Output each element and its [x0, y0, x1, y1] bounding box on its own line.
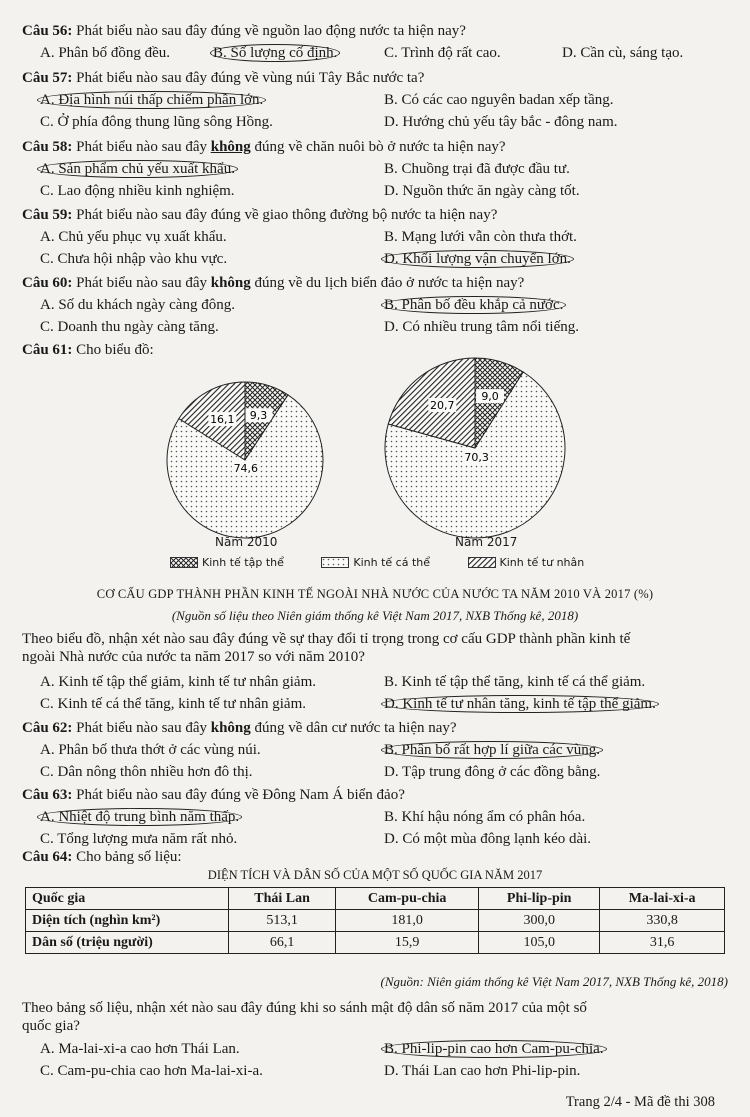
- legend-label: Kinh tế tập thể: [202, 555, 284, 569]
- option-d: [384, 695, 659, 713]
- table-header: Phi-lip-pin: [479, 888, 600, 910]
- option-d: D. Hướng chủ yếu tây bắc - đông nam.: [384, 114, 618, 130]
- table-row: [26, 910, 725, 932]
- stem-line: Theo biểu đồ, nhận xét nào sau đây đúng về sự thay đổi tỉ trọng trong cơ cấu GDP thành phần kinh tế: [22, 631, 631, 647]
- question-text: Phát biểu nào sau đây đúng về Đông Nam Á biển đảo?: [72, 787, 405, 803]
- table-cell: 15,9: [336, 932, 479, 954]
- stem-line: quốc gia?: [22, 1018, 80, 1034]
- table-source: (Nguồn: Niên giám thống kê Việt Nam 2017, NXB Thống kê, 2018): [380, 974, 728, 989]
- table-cell: 31,6: [600, 932, 725, 954]
- question-text: Phát biểu nào sau đây đúng về nguồn lao động nước ta hiện nay?: [72, 23, 466, 39]
- question-number: Câu 56:: [22, 23, 73, 39]
- option-a: A. Kinh tế tập thể giảm, kinh tế tư nhân giảm.: [40, 674, 316, 690]
- option-b: [384, 1040, 607, 1058]
- option-d: D. Thái Lan cao hơn Phi-lip-pin.: [384, 1063, 581, 1079]
- answer-circle: B. Số lượng cố định.: [210, 44, 340, 62]
- table-cell: 181,0: [336, 910, 479, 932]
- option-c: C. Doanh thu ngày càng tăng.: [40, 319, 219, 335]
- option-d: D. Tập trung đông ở các đồng bằng.: [384, 764, 601, 780]
- table-cell: 105,0: [479, 932, 600, 954]
- option-c: C. Chưa hội nhập vào khu vực.: [40, 251, 228, 267]
- question-number: Câu 64:: [22, 849, 73, 865]
- option-b: [213, 44, 340, 62]
- question-text: Phát biểu nào sau đây: [72, 275, 211, 291]
- question-64-stem: [22, 999, 722, 1035]
- chart-title: CƠ CẤU GDP THÀNH PHẦN KINH TẾ NGOÀI NHÀ NƯỚC CỦA NƯỚC TA NĂM 2010 VÀ 2017 (%): [96, 587, 654, 601]
- question-number: Câu 59:: [22, 207, 73, 223]
- question-57: [22, 69, 722, 87]
- answer-circle: A. Địa hình núi thấp chiếm phần lớn.: [37, 91, 266, 109]
- option-a: [40, 808, 242, 826]
- question-number: Câu 62:: [22, 720, 73, 736]
- question-63: [22, 786, 722, 804]
- question-number: Câu 58:: [22, 139, 73, 155]
- answer-circle: B. Phân bố đều khắp cả nước.: [381, 296, 566, 314]
- option-a: A. Số du khách ngày càng đông.: [40, 297, 235, 313]
- option-d: D. Nguồn thức ăn ngày càng tốt.: [384, 183, 580, 199]
- option-c: C. Tổng lượng mưa năm rất nhỏ.: [40, 831, 238, 847]
- question-61-stem: [22, 630, 722, 666]
- question-text: đúng về chăn nuôi bò ở nước ta hiện nay?: [250, 139, 506, 155]
- question-64: [22, 848, 722, 866]
- question-text: Phát biểu nào sau đây đúng về giao thông đường bộ nước ta hiện nay?: [72, 207, 498, 223]
- option-a: [40, 91, 266, 109]
- question-text: Cho biểu đồ:: [72, 342, 154, 358]
- option-c: C. Cam-pu-chia cao hơn Ma-lai-xi-a.: [40, 1063, 263, 1079]
- option-a: [40, 160, 238, 178]
- question-56: [22, 22, 722, 40]
- option-d: D. Cần cù, sáng tạo.: [562, 45, 684, 61]
- question-text: đúng về du lịch biển đảo ở nước ta hiện nay?: [250, 275, 525, 291]
- pie-charts: [150, 355, 610, 565]
- chart-source: (Nguồn số liệu theo Niên giám thống kê Việt Nam 2017, NXB Thống kê, 2018): [171, 608, 579, 623]
- row-label-text: Dân số (triệu người): [32, 934, 153, 950]
- option-b: [384, 296, 566, 314]
- pie-year-label: Năm 2017: [455, 535, 518, 549]
- question-text: Phát biểu nào sau đây: [72, 139, 211, 155]
- option-b: B. Kinh tế tập thể tăng, kinh tế cá thể giảm.: [384, 674, 646, 690]
- table-cell: 330,8: [600, 910, 725, 932]
- option-b: B. Mạng lưới vẫn còn thưa thớt.: [384, 229, 577, 245]
- question-text: Phát biểu nào sau đây đúng về vùng núi Tây Bắc nước ta?: [72, 70, 425, 86]
- pie-year-label: Năm 2010: [215, 535, 278, 549]
- answer-circle: A. Sản phẩm chủ yếu xuất khẩu.: [37, 160, 238, 178]
- legend-swatch-collective: [170, 557, 198, 568]
- emphasis-word: không: [210, 275, 251, 291]
- question-number: Câu 61:: [22, 342, 73, 358]
- option-b: B. Khí hậu nóng ẩm có phân hóa.: [384, 809, 586, 825]
- question-text: Phát biểu nào sau đây: [72, 720, 211, 736]
- question-62: [22, 719, 722, 737]
- answer-circle: D. Khối lượng vận chuyển lớn.: [381, 250, 574, 268]
- pie-data-label: 16,1: [210, 413, 235, 427]
- option-c: C. Ở phía đông thung lũng sông Hồng.: [40, 114, 273, 130]
- option-b: B. Có các cao nguyên badan xếp tầng.: [384, 92, 614, 108]
- option-a: A. Chủ yếu phục vụ xuất khẩu.: [40, 229, 227, 245]
- question-60: [22, 274, 722, 292]
- table-cell: 66,1: [229, 932, 336, 954]
- question-58: [22, 138, 722, 156]
- table-cell: 513,1: [229, 910, 336, 932]
- answer-circle: B. Phi-lip-pin cao hơn Cam-pu-chia.: [381, 1040, 607, 1058]
- data-table: [25, 887, 725, 954]
- row-label: [26, 910, 229, 932]
- legend-label: Kinh tế tư nhân: [499, 555, 585, 569]
- option-d: [384, 250, 574, 268]
- legend-label: Kinh tế cá thể: [353, 555, 430, 569]
- question-text: đúng về dân cư nước ta hiện nay?: [250, 720, 457, 736]
- answer-circle: B. Phân bố rất hợp lí giữa các vùng.: [381, 741, 603, 759]
- table-header: Ma-lai-xi-a: [600, 888, 725, 910]
- option-a: A. Ma-lai-xi-a cao hơn Thái Lan.: [40, 1041, 240, 1057]
- option-b: [384, 741, 603, 759]
- stem-line: ngoài Nhà nước của nước ta năm 2017 so với năm 2010?: [22, 649, 365, 665]
- option-c: C. Dân nông thôn nhiều hơn đô thị.: [40, 764, 253, 780]
- legend-swatch-private: [468, 557, 496, 568]
- table-header-row: [26, 888, 725, 910]
- table-header: Thái Lan: [229, 888, 336, 910]
- pie-data-label: 74,6: [233, 461, 259, 475]
- pie-data-label: 9,0: [481, 390, 499, 404]
- question-number: Câu 57:: [22, 70, 73, 86]
- option-c: C. Kinh tế cá thể tăng, kinh tế tư nhân giảm.: [40, 696, 306, 712]
- question-text: Cho bảng số liệu:: [72, 849, 182, 865]
- table-cell: 300,0: [479, 910, 600, 932]
- question-59: [22, 206, 722, 224]
- question-number: Câu 60:: [22, 275, 73, 291]
- pie-data-label: 70,3: [464, 451, 489, 464]
- pie-data-label: 9,3: [249, 409, 268, 423]
- option-a: A. Phân bố đồng đều.: [40, 45, 170, 61]
- option-d: D. Có một mùa đông lạnh kéo dài.: [384, 831, 592, 847]
- table-title: DIỆN TÍCH VÀ DÂN SỐ CỦA MỘT SỐ QUỐC GIA NĂM 2017: [207, 868, 543, 882]
- pie-data-label: 20,7: [430, 399, 455, 413]
- table-header: Cam-pu-chia: [336, 888, 479, 910]
- option-c: C. Trình độ rất cao.: [384, 45, 501, 61]
- page-footer: Trang 2/4 - Mã đề thi 308: [565, 1094, 715, 1110]
- question-number: Câu 63:: [22, 787, 73, 803]
- stem-line: Theo bảng số liệu, nhận xét nào sau đây đúng khi so sánh mật độ dân số năm 2017 của một số: [22, 1000, 587, 1016]
- option-c: C. Lao động nhiều kinh nghiệm.: [40, 183, 235, 199]
- option-d: D. Có nhiều trung tâm nổi tiếng.: [384, 319, 579, 335]
- legend-swatch-individual: [321, 557, 349, 568]
- row-label: [26, 932, 229, 954]
- option-b: B. Chuồng trại đã được đầu tư.: [384, 161, 570, 177]
- option-a: A. Phân bố thưa thớt ở các vùng núi.: [40, 742, 261, 758]
- table-header: Quốc gia: [26, 888, 229, 910]
- answer-circle: A. Nhiệt độ trung bình năm thấp.: [37, 808, 242, 826]
- table-row: [26, 932, 725, 954]
- chart-legend: [170, 555, 610, 569]
- answer-circle: D. Kinh tế tư nhân tăng, kinh tế tập thể giảm.: [381, 695, 659, 713]
- emphasis-word: không: [210, 139, 251, 155]
- emphasis-word: không: [210, 720, 251, 736]
- row-label-text: Diện tích (nghìn km²): [32, 912, 161, 928]
